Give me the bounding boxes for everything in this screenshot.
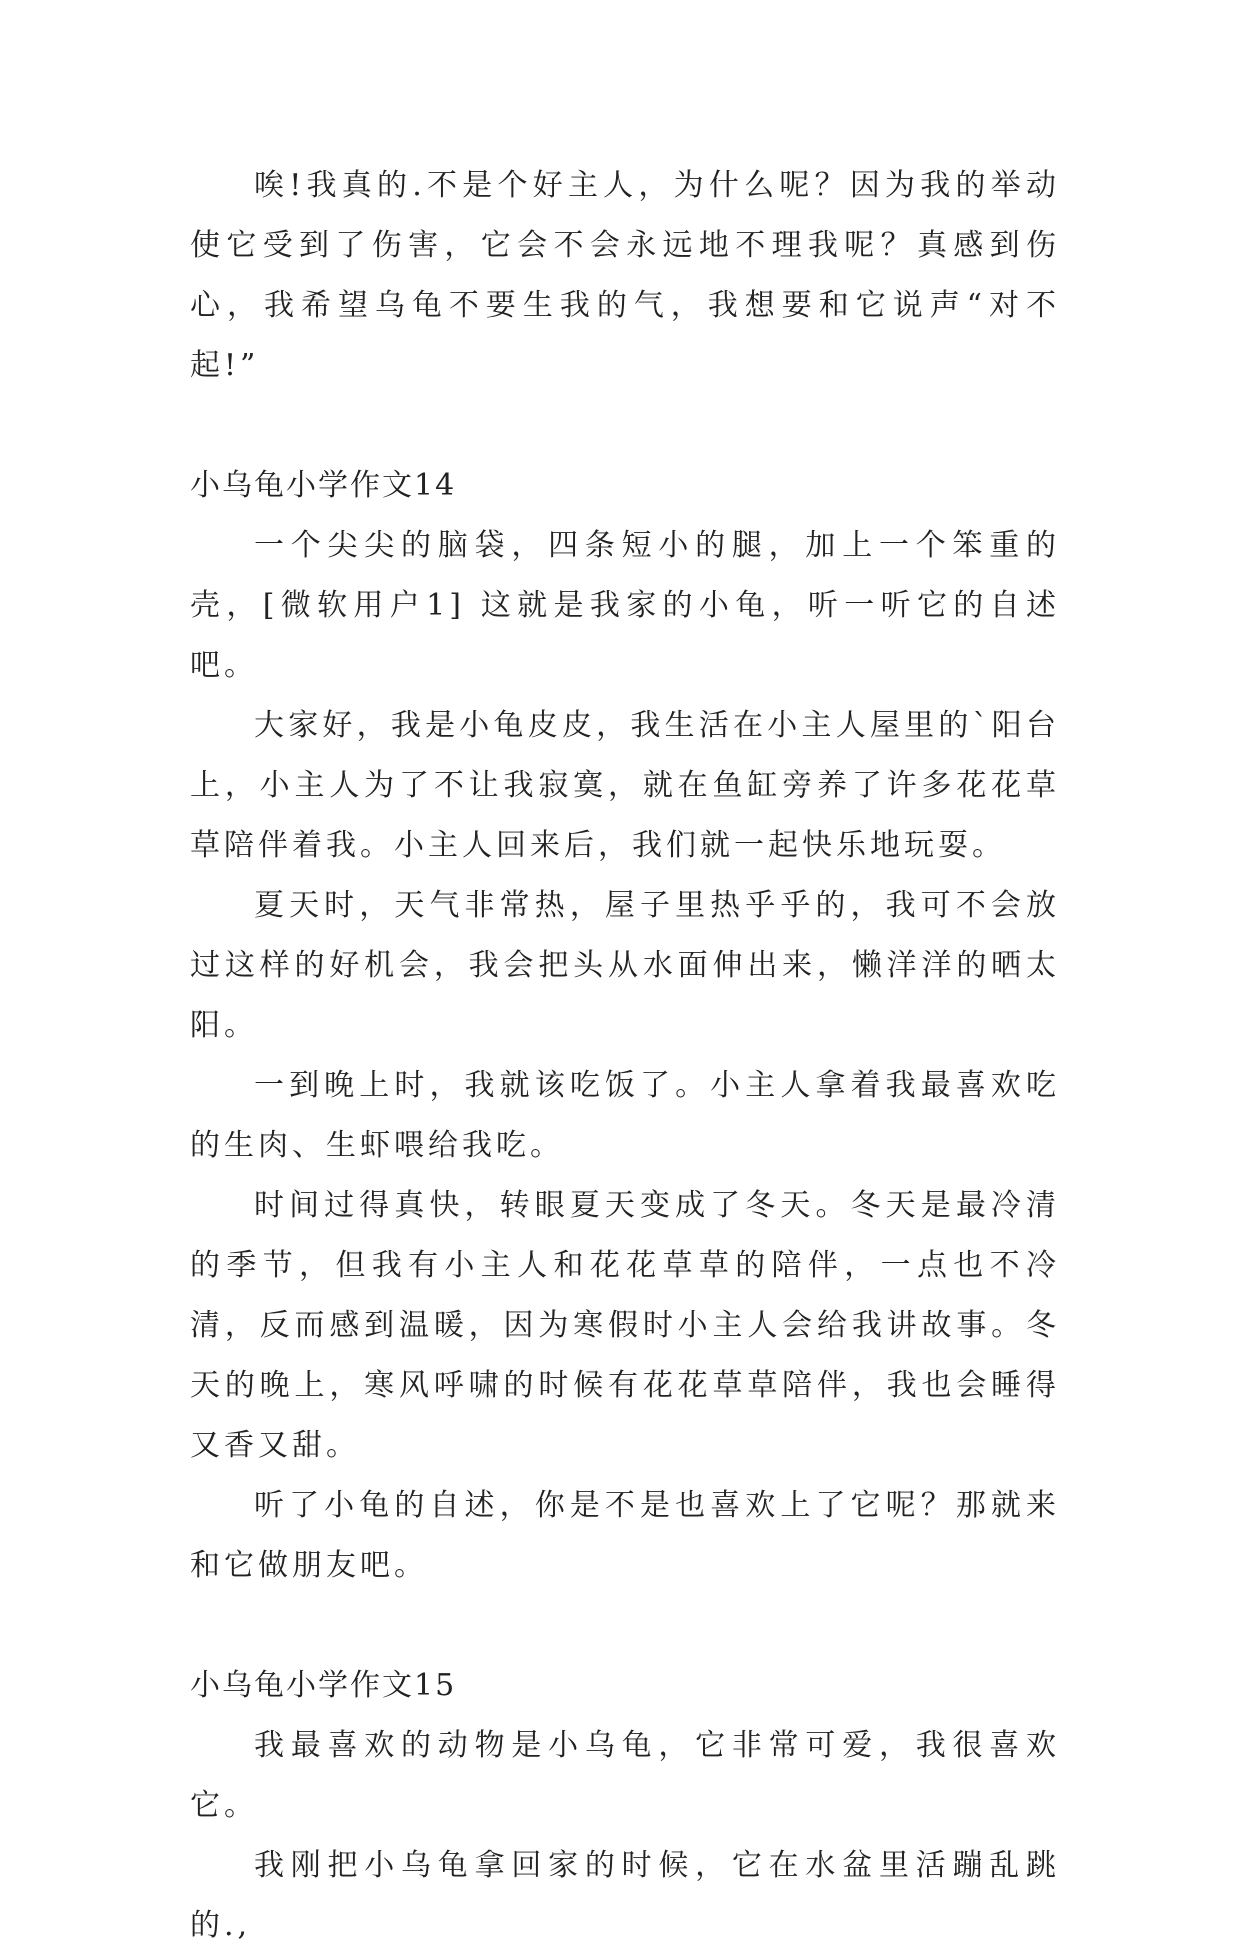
section-spacer	[190, 396, 1060, 456]
section-15-title: 小乌龟小学作文15	[190, 1668, 457, 1703]
section-14-paragraph-5: 时间过得真快，转眼夏天变成了冬天。冬天是最冷清的季节，但我有小主人和花花草草的陪伴，一点也不冷清，反而感到温暖，因为寒假时小主人会给我讲故事。冬天的晚上，寒风呼啸的时候有花花草草陪伴，我也会睡得又香又甜。	[190, 1188, 1060, 1463]
section-15-paragraph-2: 我刚把小乌龟拿回家的时候，它在水盆里活蹦乱跳的.,	[190, 1848, 1060, 1943]
document-body	[190, 156, 1060, 1956]
section-15-paragraph-1: 我最喜欢的动物是小乌龟，它非常可爱，我很喜欢它。	[190, 1728, 1060, 1823]
section-14-paragraph-6: 听了小龟的自述，你是不是也喜欢上了它呢？那就来和它做朋友吧。	[190, 1488, 1060, 1583]
paragraph-intro-1: 唉!我真的.不是个好主人，为什么呢？因为我的举动使它受到了伤害，它会不会永远地不理我呢？真感到伤心，我希望乌龟不要生我的气，我想要和它说声“对不起!”	[190, 168, 1060, 383]
section-14-paragraph-1: 一个尖尖的脑袋，四条短小的腿，加上一个笨重的壳，[微软用户1] 这就是我家的小龟，听一听它的自述吧。	[190, 528, 1060, 683]
section-14-paragraph-2: 大家好，我是小龟皮皮，我生活在小主人屋里的`阳台上，小主人为了不让我寂寞，就在鱼缸旁养了许多花花草草陪伴着我。小主人回来后，我们就一起快乐地玩耍。	[190, 708, 1060, 863]
section-14-title: 小乌龟小学作文14	[190, 468, 457, 503]
section-14-paragraph-4: 一到晚上时，我就该吃饭了。小主人拿着我最喜欢吃的生肉、生虾喂给我吃。	[190, 1068, 1060, 1163]
section-14-paragraph-3: 夏天时，天气非常热，屋子里热乎乎的，我可不会放过这样的好机会，我会把头从水面伸出来，懒洋洋的晒太阳。	[190, 888, 1060, 1043]
section-spacer	[190, 1596, 1060, 1656]
